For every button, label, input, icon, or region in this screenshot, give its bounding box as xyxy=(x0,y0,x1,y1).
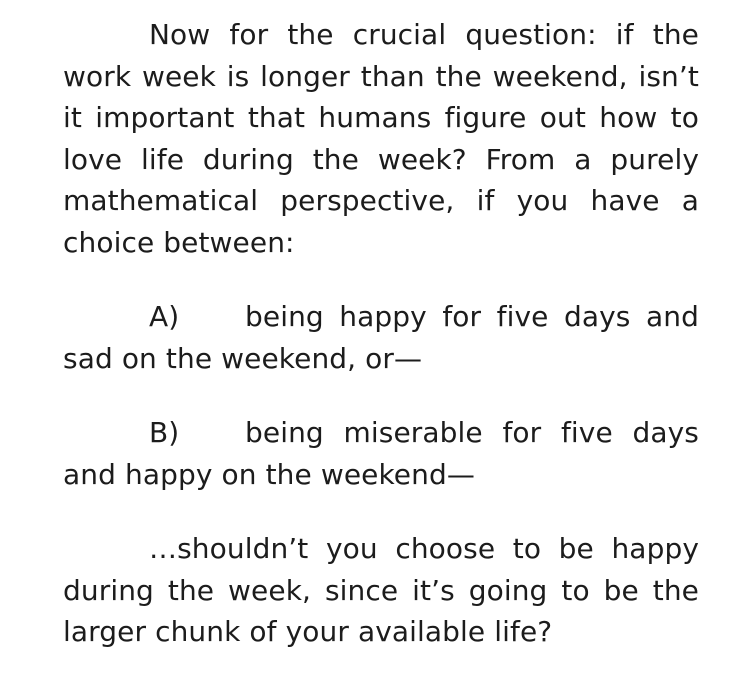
option-a-text: being happy for five days and sad on the weekend, or— xyxy=(63,300,699,375)
closing-paragraph: …shouldn’t you choose to be happy during the week, since it’s going to be the larger chunk of your available life? xyxy=(63,532,699,648)
option-a-paragraph xyxy=(63,296,699,379)
option-b-paragraph xyxy=(63,412,699,495)
option-a-marker: A) xyxy=(149,300,180,333)
document-page xyxy=(63,14,699,653)
option-b-text: being miserable for five days and happy on the weekend— xyxy=(63,416,699,491)
intro-paragraph: Now for the crucial question: if the work week is longer than the weekend, isn’t it important that humans figure out how to love life during the week? From a purely mathematical perspective, if you have a choice between: xyxy=(63,18,699,259)
option-b-marker: B) xyxy=(149,416,180,449)
